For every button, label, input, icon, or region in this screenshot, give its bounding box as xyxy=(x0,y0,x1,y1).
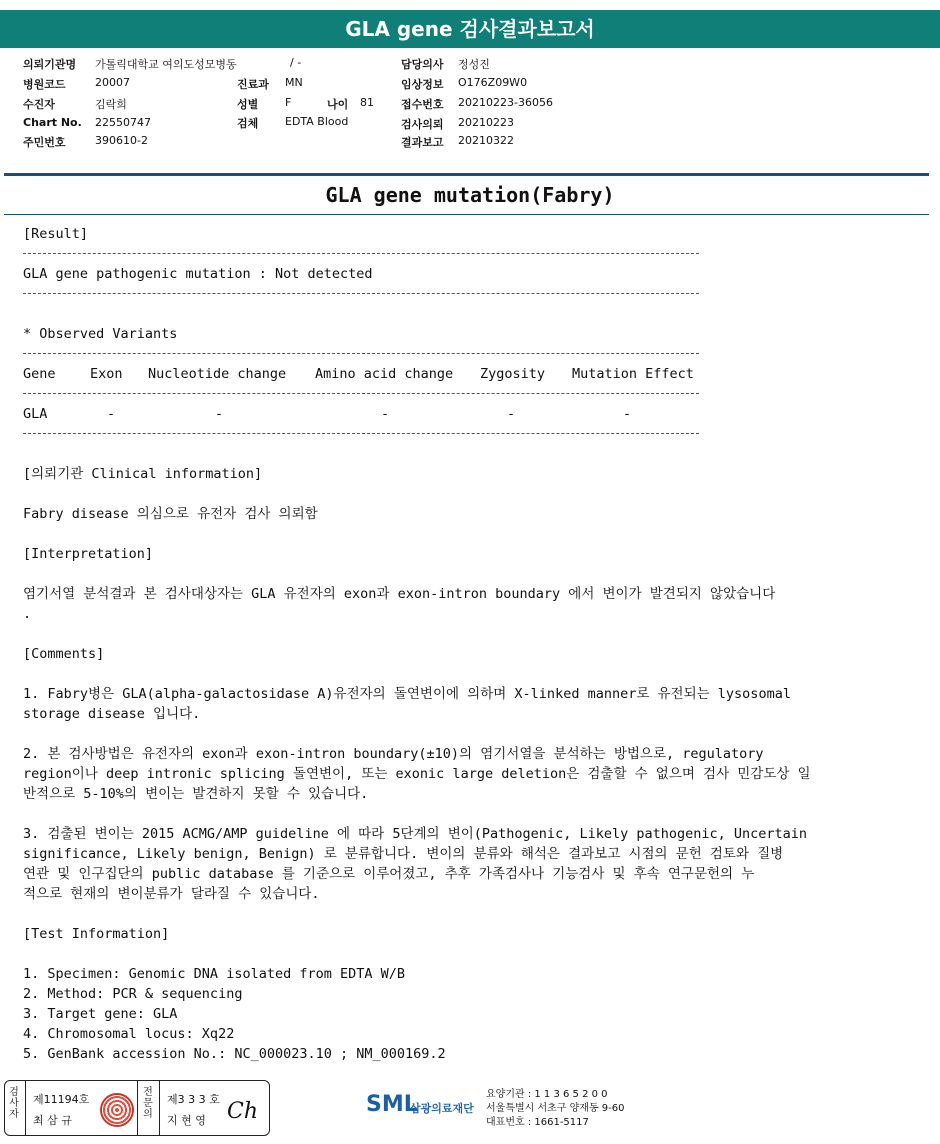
specialist-vertical-label: 전문의 xyxy=(143,1087,153,1120)
interpretation-line-2: . xyxy=(23,606,32,622)
observed-variants-heading: * Observed Variants xyxy=(23,326,178,342)
test-info-heading: [Test Information] xyxy=(23,926,170,942)
dash-rule xyxy=(23,433,699,434)
col-exon: Exon xyxy=(90,366,123,382)
sex-label: 성별 xyxy=(237,98,259,111)
dash-rule xyxy=(23,293,699,294)
test-info-target-gene: 3. Target gene: GLA xyxy=(23,1006,178,1022)
specialist-name: 지 현 영 xyxy=(167,1114,206,1127)
dash-rule xyxy=(23,353,699,354)
result-line: GLA gene pathogenic mutation : Not detected xyxy=(23,266,373,282)
chart-no-value: 22550747 xyxy=(95,116,151,129)
cell-zygosity: - xyxy=(507,406,516,422)
institution-label: 의뢰기관명 xyxy=(23,58,77,71)
chart-no-label: Chart No. xyxy=(23,116,82,129)
patient-info xyxy=(0,56,940,156)
signature-box xyxy=(4,1080,270,1136)
comment-3-line-2: significance, Likely benign, Benign) 로 분류합니다. 변이의 분류와 해석은 결과보고 시점의 문헌 검토와 질병 xyxy=(23,846,784,862)
test-info-locus: 4. Chromosomal locus: Xq22 xyxy=(23,1026,235,1042)
report-header-title: GLA gene 검사결과보고서 xyxy=(0,10,940,48)
test-info-method: 2. Method: PCR & sequencing xyxy=(23,986,243,1002)
request-date-value: 20210223 xyxy=(458,116,514,129)
company-address xyxy=(486,1088,625,1130)
specimen-label: 검체 xyxy=(237,117,259,130)
col-mutation-effect: Mutation Effect xyxy=(572,366,694,382)
clinical-info-value: O176Z09W0 xyxy=(458,76,528,89)
hospital-code-label: 병원코드 xyxy=(23,78,66,91)
cell-exon: - xyxy=(107,406,116,422)
report-date-value: 20210322 xyxy=(458,134,514,147)
age-value: 81 xyxy=(360,96,374,109)
collector-label: 수진자 xyxy=(23,98,55,111)
cell-nucleotide: - xyxy=(215,406,224,422)
comment-1-line-2: storage disease 입니다. xyxy=(23,706,201,722)
box-divider xyxy=(137,1081,138,1135)
comment-3-line-4: 적으로 현재의 변이분류가 달라질 수 있습니다. xyxy=(23,886,320,902)
test-info-genbank: 5. GenBank accession No.: NC_000023.10 ; NM_000169.2 xyxy=(23,1046,446,1062)
dash-rule xyxy=(23,393,699,394)
provider-code: 요양기관 : 1 1 3 6 5 2 0 0 xyxy=(486,1089,608,1100)
cell-mutation-effect: - xyxy=(623,406,632,422)
address-line: 서울특별시 서초구 양재동 9-60 xyxy=(486,1103,625,1114)
request-date-label: 검사의뢰 xyxy=(401,118,444,131)
comments-heading: [Comments] xyxy=(23,646,105,662)
table-row xyxy=(23,404,723,424)
report-footer xyxy=(0,1078,940,1144)
examiner-vertical-label: 검사자 xyxy=(9,1087,19,1120)
cell-amino-acid: - xyxy=(381,406,390,422)
company-name: 삼광의료재단 xyxy=(410,1102,474,1115)
report-date-label: 결과보고 xyxy=(401,136,444,149)
dept-label: 진료과 xyxy=(237,78,269,91)
comment-3-line-1: 3. 검출된 변이는 2015 ACMG/AMP guideline 에 따라 5단계의 변이(Pathogenic, Likely pathogenic, Uncertain xyxy=(23,826,808,842)
comment-3-line-3: 연관 및 인구집단의 public database 를 기준으로 이루어졌고, 추후 가족검사나 기능검사 및 후속 연구문헌의 누 xyxy=(23,866,755,882)
col-zygosity: Zygosity xyxy=(480,366,546,382)
col-gene: Gene xyxy=(23,366,56,382)
comment-2-line-1: 2. 본 검사방법은 유전자의 exon과 exon-intron boundary(±10)의 염기서열을 분석하는 방법으로, regulatory xyxy=(23,746,764,762)
resident-no-value: 390610-2 xyxy=(95,134,148,147)
section-divider xyxy=(4,173,929,176)
title-underline xyxy=(4,214,929,215)
interpretation-heading: [Interpretation] xyxy=(23,546,154,562)
test-info-specimen: 1. Specimen: Genomic DNA isolated from EDTA W/B xyxy=(23,966,406,982)
comment-1-line-1: 1. Fabry병은 GLA(alpha-galactosidase A)유전자의 돌연변이에 의하며 X-linked manner로 유전되는 lysosomal xyxy=(23,686,791,702)
box-divider xyxy=(25,1081,26,1135)
comment-2-line-3: 반적으로 5-10%의 변이는 발견하지 못할 수 있습니다. xyxy=(23,786,369,802)
col-amino-acid: Amino acid change xyxy=(315,366,454,382)
receipt-no-value: 20210223-36056 xyxy=(458,96,553,109)
collector-value: 김락희 xyxy=(95,98,127,111)
receipt-no-label: 접수번호 xyxy=(401,98,444,111)
doctor-value: 정성진 xyxy=(458,58,490,71)
doctor-label: 담당의사 xyxy=(401,58,444,71)
dash-rule xyxy=(23,253,699,254)
box-divider xyxy=(159,1081,160,1135)
clinical-info-label: 임상정보 xyxy=(401,78,444,91)
specialist-license-no: 제3 3 3 호 xyxy=(167,1093,220,1106)
ward-value: / - xyxy=(290,56,302,69)
clinical-heading: [의뢰기관 Clinical information] xyxy=(23,466,263,482)
result-heading: [Result] xyxy=(23,226,89,242)
comment-2-line-2: region이나 deep intronic splicing 돌연변이, 또는 exonic large deletion은 검출할 수 없으며 검사 민감도상 일 xyxy=(23,766,811,782)
clinical-text: Fabry disease 의심으로 유전자 검사 의뢰함 xyxy=(23,506,318,522)
specimen-value: EDTA Blood xyxy=(285,115,349,128)
col-nucleotide: Nucleotide change xyxy=(148,366,287,382)
sml-logo xyxy=(366,1088,476,1124)
phone-line: 대표번호 : 1661-5117 xyxy=(486,1117,589,1128)
institution-value: 가톨릭대학교 여의도성모병동 xyxy=(95,58,237,71)
resident-no-label: 주민번호 xyxy=(23,136,66,149)
sml-logo-text: SML xyxy=(366,1092,418,1117)
examiner-name: 최 삼 규 xyxy=(33,1114,72,1127)
age-label: 나이 xyxy=(327,98,349,111)
report-title: GLA gene mutation(Fabry) xyxy=(325,183,615,207)
variant-table-header xyxy=(23,364,723,384)
cell-gene: GLA xyxy=(23,406,48,422)
hospital-code-value: 20007 xyxy=(95,76,130,89)
examiner-license-no: 제11194호 xyxy=(33,1093,90,1106)
handwritten-signature: Ch xyxy=(227,1099,259,1124)
official-stamp-icon xyxy=(100,1093,134,1127)
sex-value: F xyxy=(285,96,292,109)
interpretation-line-1: 염기서열 분석결과 본 검사대상자는 GLA 유전자의 exon과 exon-intron boundary 에서 변이가 발견되지 않았습니다 xyxy=(23,586,776,602)
dept-value: MN xyxy=(285,76,303,89)
